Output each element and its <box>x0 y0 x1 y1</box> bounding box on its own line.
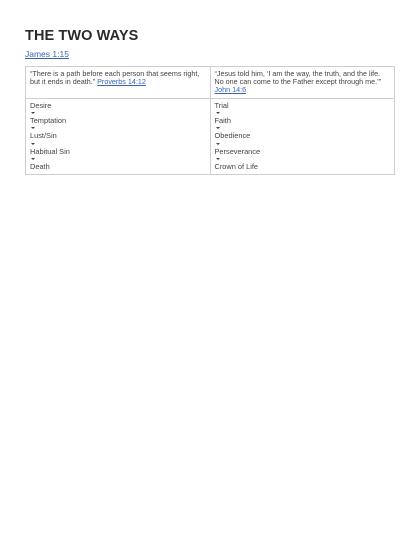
down-arrow-icon <box>31 143 35 145</box>
down-arrow-icon <box>31 112 35 114</box>
down-arrow-icon <box>216 112 220 114</box>
verse-text: “There is a path before each person that seems right, but it ends in death.” <box>30 69 200 87</box>
down-arrow-icon <box>216 158 220 160</box>
step-label: Temptation <box>30 116 67 126</box>
step-label: Crown of Life <box>214 162 259 172</box>
scripture-reference-link[interactable]: James 1:15 <box>25 49 69 59</box>
steps-cell-right <box>210 98 395 174</box>
step-label: Habitual Sin <box>30 146 70 156</box>
steps-row <box>26 98 395 174</box>
down-arrow-icon <box>31 127 35 129</box>
steps-cell-left <box>26 98 211 174</box>
verse-cell-left <box>26 67 211 99</box>
verse-row <box>26 67 395 99</box>
step-label: Obedience <box>214 131 251 141</box>
verse-cell-right <box>210 67 395 99</box>
verse-reference-link[interactable]: John 14:6 <box>214 85 247 95</box>
step-label: Desire <box>30 100 52 110</box>
two-ways-table <box>25 66 395 175</box>
down-arrow-icon <box>216 143 220 145</box>
step-label: Faith <box>214 116 231 126</box>
step-label: Lust/Sin <box>30 131 57 141</box>
step-label: Trial <box>214 100 229 110</box>
verse-text: “Jesus told him, ‘I am the way, the truth, and the life. No one can come to the Father except through me.’” <box>214 69 382 87</box>
page <box>25 28 395 175</box>
down-arrow-icon <box>31 158 35 160</box>
page-title: THE TWO WAYS <box>25 28 139 44</box>
step-label: Death <box>30 162 50 172</box>
step-label: Perseverance <box>214 146 261 156</box>
down-arrow-icon <box>216 127 220 129</box>
verse-reference-link[interactable]: Proverbs 14:12 <box>97 77 146 87</box>
